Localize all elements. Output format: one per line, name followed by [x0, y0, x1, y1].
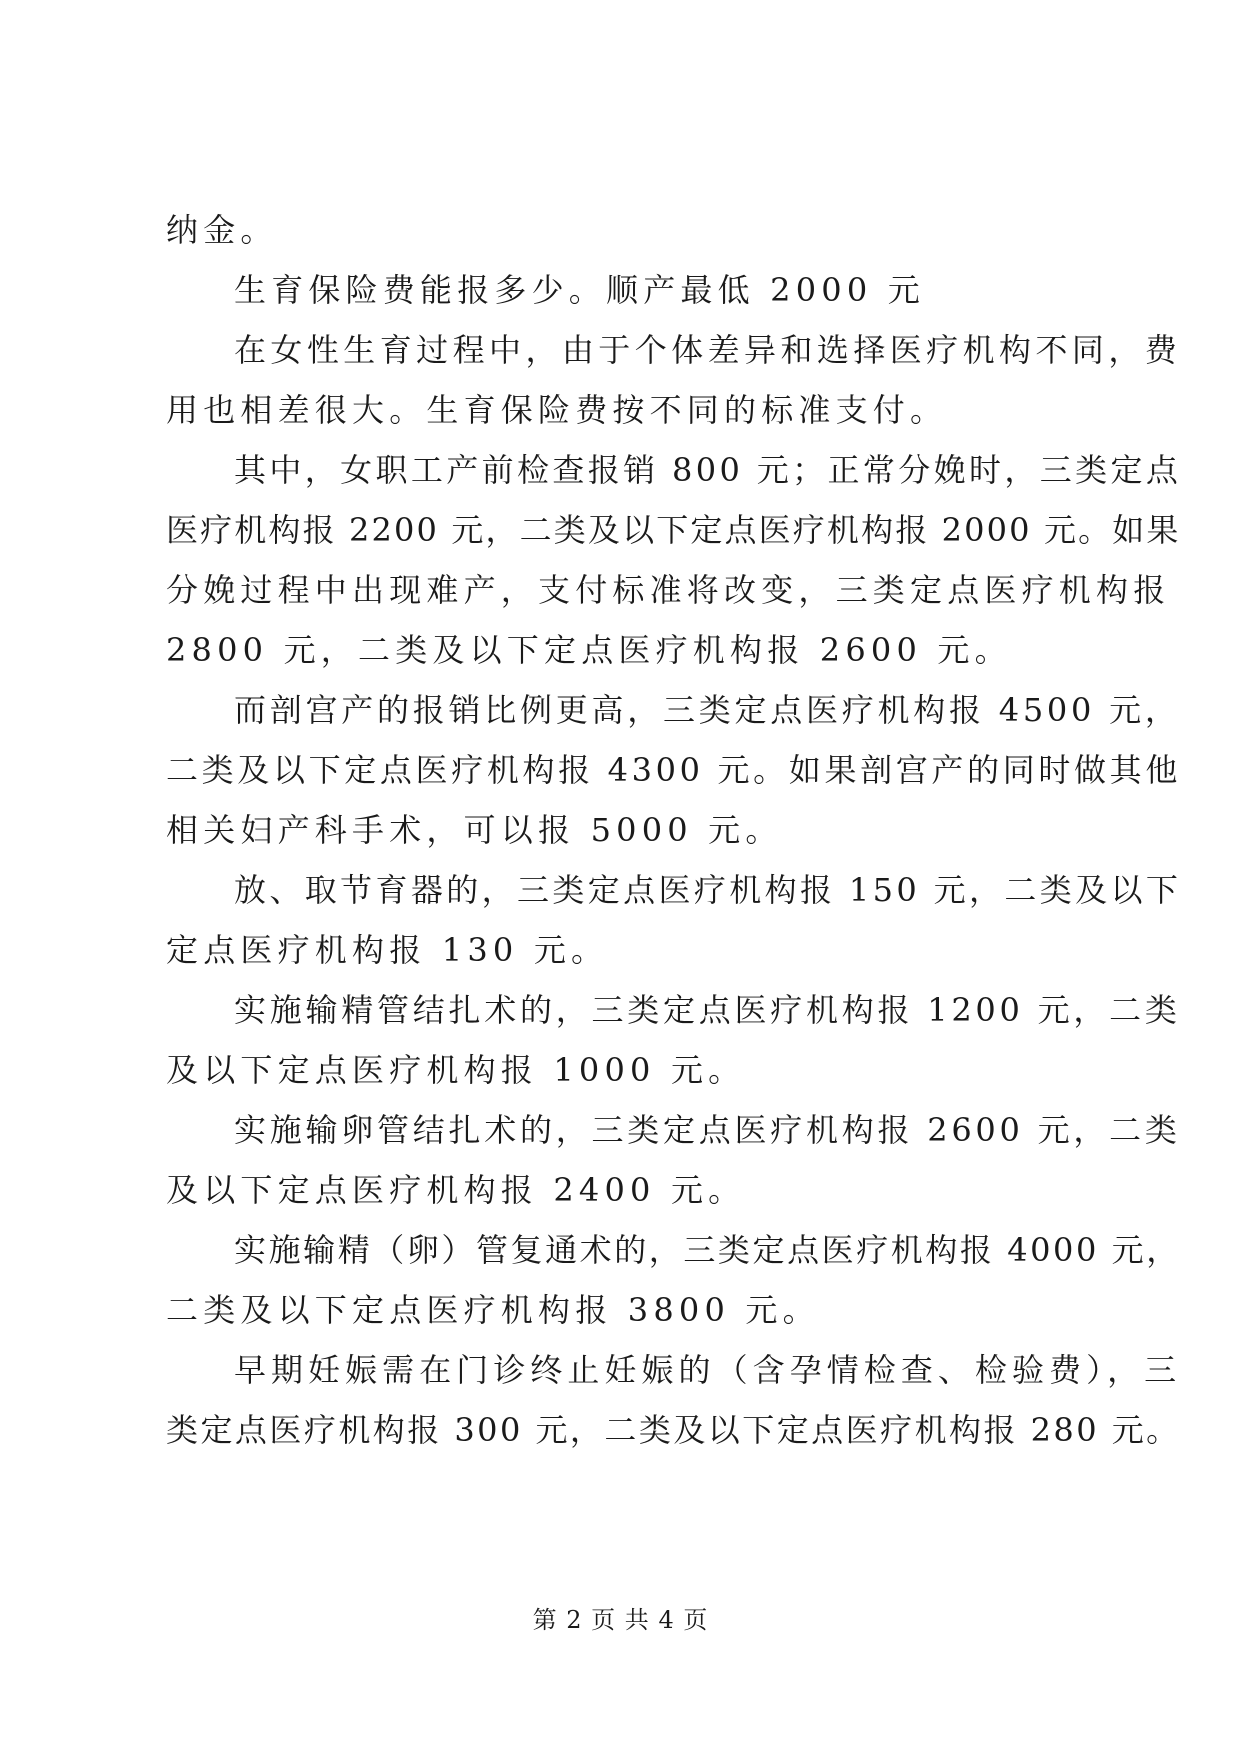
- text-line: 实施输精管结扎术的，三类定点医疗机构报 1200 元，二类: [234, 991, 1181, 1029]
- text-line: 二类及以下定点医疗机构报 4300 元。如果剖宫产的同时做其他: [166, 751, 1181, 789]
- text-line: 定点医疗机构报 130 元。: [166, 931, 609, 969]
- text-line: 早期妊娠需在门诊终止妊娠的（含孕情检查、检验费），三: [234, 1351, 1182, 1389]
- text-line: 二类及以下定点医疗机构报 3800 元。: [166, 1291, 820, 1329]
- text-line: 2800 元，二类及以下定点医疗机构报 2600 元。: [166, 631, 1012, 669]
- text-line: 纳金。: [166, 211, 278, 249]
- text-line: 用也相差很大。生育保险费按不同的标准支付。: [166, 391, 948, 429]
- text-line: 相关妇产科手术，可以报 5000 元。: [166, 811, 783, 849]
- text-line: 生育保险费能报多少。顺产最低 2000 元: [234, 271, 925, 309]
- text-line: 实施输卵管结扎术的，三类定点医疗机构报 2600 元，二类: [234, 1111, 1181, 1149]
- text-line: 分娩过程中出现难产，支付标准将改变，三类定点医疗机构报: [166, 571, 1171, 609]
- text-line: 其中，女职工产前检查报销 800 元；正常分娩时，三类定点: [234, 451, 1182, 489]
- text-line: 医疗机构报 2200 元，二类及以下定点医疗机构报 2000 元。如果: [166, 511, 1181, 549]
- text-line: 及以下定点医疗机构报 2400 元。: [166, 1171, 746, 1209]
- text-line: 类定点医疗机构报 300 元，二类及以下定点医疗机构报 280 元。: [166, 1411, 1181, 1449]
- text-line: 在女性生育过程中，由于个体差异和选择医疗机构不同，费: [234, 331, 1182, 369]
- text-line: 实施输精（卵）管复通术的，三类定点医疗机构报 4000 元，: [234, 1231, 1181, 1269]
- text-line: 而剖宫产的报销比例更高，三类定点医疗机构报 4500 元，: [234, 691, 1181, 729]
- text-line: 及以下定点医疗机构报 1000 元。: [166, 1051, 746, 1089]
- page-number-footer: 第 2 页 共 4 页: [532, 1606, 709, 1634]
- text-line: 放、取节育器的，三类定点医疗机构报 150 元，二类及以下: [234, 871, 1182, 909]
